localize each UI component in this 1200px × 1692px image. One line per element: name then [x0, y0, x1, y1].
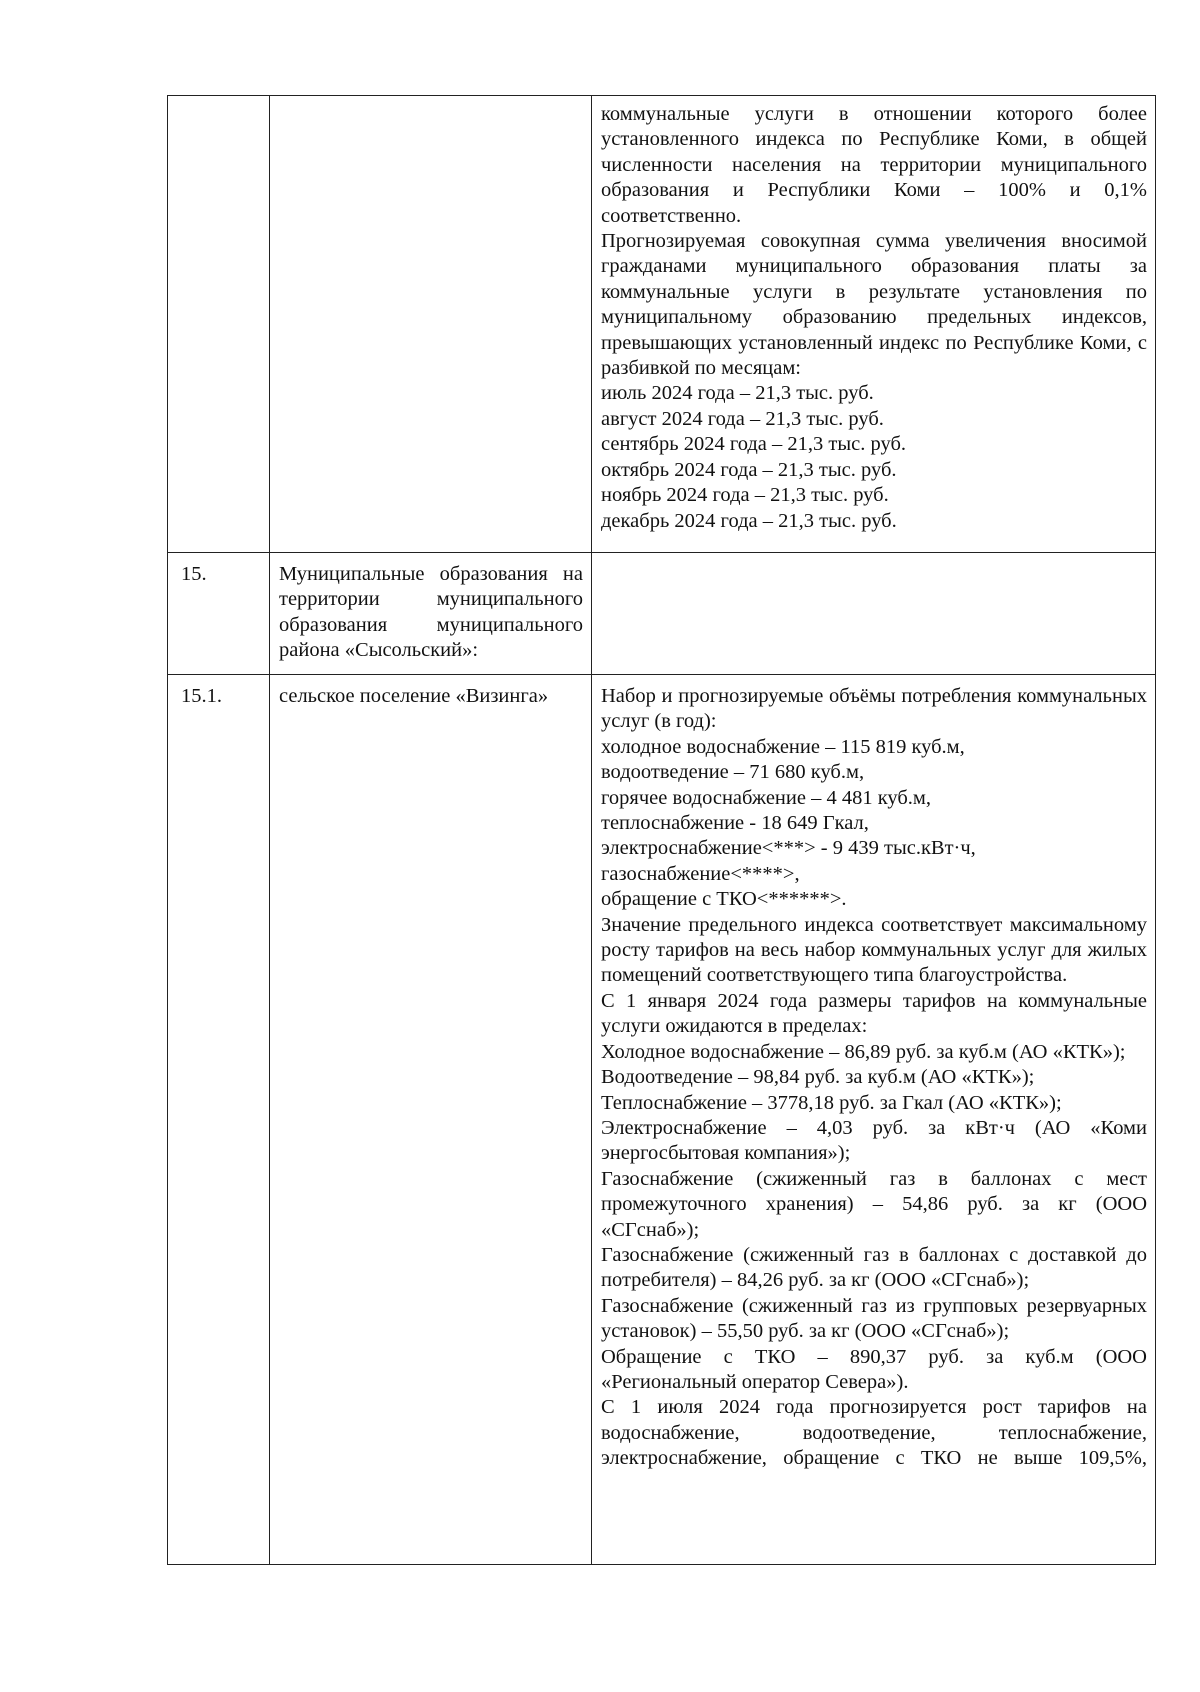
- municipality-cell: Муниципальные образования на территории муниципального образования муниципального района «Сысольский»:: [270, 553, 592, 675]
- tariff-line: Электроснабжение – 4,03 руб. за кВт·ч (АО «Коми энергосбытовая компания»);: [601, 1116, 1147, 1165]
- tariff-line: Обращение с ТКО – 890,37 руб. за куб.м (ООО «Региональный оператор Севера»).: [601, 1345, 1147, 1393]
- july-growth-text: С 1 июля 2024 года прогнозируется рост тарифов на водоснабжение, водоотведение, теплоснабжение, электроснабжение, обращение с ТКО не выше 109,5%,: [601, 1396, 1147, 1470]
- volume-line: электроснабжение<***> - 9 439 тыс.кВт·ч,: [601, 837, 976, 860]
- table-row: [168, 96, 1156, 553]
- table-row: [168, 553, 1156, 675]
- row-number-cell: 15.: [168, 553, 270, 675]
- monthly-amount-line: ноябрь 2024 года – 21,3 тыс. руб.: [601, 484, 889, 507]
- description-cell: [592, 675, 1156, 1565]
- volume-line: обращение с ТКО<******>.: [601, 888, 847, 911]
- population-share-text: коммунальные услуги в отношении которого более установленного индекса по Республике Коми, в общей численности населения на территории муниципального образования и Республики Коми – 100% и 0,1% соответственно.: [601, 103, 1147, 227]
- description-cell: [592, 553, 1156, 675]
- tariff-line: Водоотведение – 98,84 руб. за куб.м (АО «КТК»);: [601, 1066, 1035, 1089]
- consumption-intro: Набор и прогнозируемые объёмы потребления коммунальных услуг (в год):: [601, 685, 1147, 733]
- monthly-amount-line: сентябрь 2024 года – 21,3 тыс. руб.: [601, 433, 906, 456]
- tariff-line: Газоснабжение (сжиженный газ из групповых резервуарных установок) – 55,50 руб. за кг (ООО «СГснаб»);: [601, 1294, 1147, 1343]
- forecast-sum-text: Прогнозируемая совокупная сумма увеличения вносимой гражданами муниципального образования платы за коммунальные услуги в результате установления по муниципальному образованию предельных индексов, превышающих установленный индекс по Республике Коми, с разбивкой по месяцам:: [601, 230, 1147, 380]
- volume-line: газоснабжение<****>,: [601, 862, 800, 885]
- table-row: [168, 675, 1156, 1565]
- municipality-cell: [270, 96, 592, 553]
- volume-line: холодное водоснабжение – 115 819 куб.м,: [601, 735, 965, 758]
- row-number-cell: [168, 96, 270, 553]
- row-number-cell: 15.1.: [168, 675, 270, 1565]
- monthly-amount-line: декабрь 2024 года – 21,3 тыс. руб.: [601, 509, 897, 532]
- monthly-amount-line: октябрь 2024 года – 21,3 тыс. руб.: [601, 458, 897, 481]
- tariff-line: Газоснабжение (сжиженный газ в баллонах с доставкой до потребителя) – 84,26 руб. за кг (ООО «СГснаб»);: [601, 1243, 1147, 1292]
- municipality-cell: сельское поселение «Визинга»: [270, 675, 592, 1565]
- index-description: Значение предельного индекса соответствует максимальному росту тарифов на весь набор коммунальных услуг для жилых помещений соответствующего типа благоустройства.: [601, 913, 1147, 987]
- tariff-line: Теплоснабжение – 3778,18 руб. за Гкал (АО «КТК»);: [601, 1091, 1062, 1114]
- volume-line: теплоснабжение - 18 649 Гкал,: [601, 812, 869, 835]
- indices-table: [167, 95, 1156, 1565]
- volume-line: горячее водоснабжение – 4 481 куб.м,: [601, 786, 932, 809]
- volume-line: водоотведение – 71 680 куб.м,: [601, 761, 865, 784]
- tariff-line: Газоснабжение (сжиженный газ в баллонах с мест промежуточного хранения) – 54,86 руб. за кг (ООО «СГснаб»);: [601, 1167, 1147, 1241]
- monthly-amount-line: июль 2024 года – 21,3 тыс. руб.: [601, 382, 874, 405]
- description-cell: [592, 96, 1156, 553]
- tariff-line: Холодное водоснабжение – 86,89 руб. за куб.м (АО «КТК»);: [601, 1040, 1126, 1063]
- monthly-amount-line: август 2024 года – 21,3 тыс. руб.: [601, 407, 884, 430]
- tariffs-intro: С 1 января 2024 года размеры тарифов на коммунальные услуги ожидаются в пределах:: [601, 989, 1147, 1038]
